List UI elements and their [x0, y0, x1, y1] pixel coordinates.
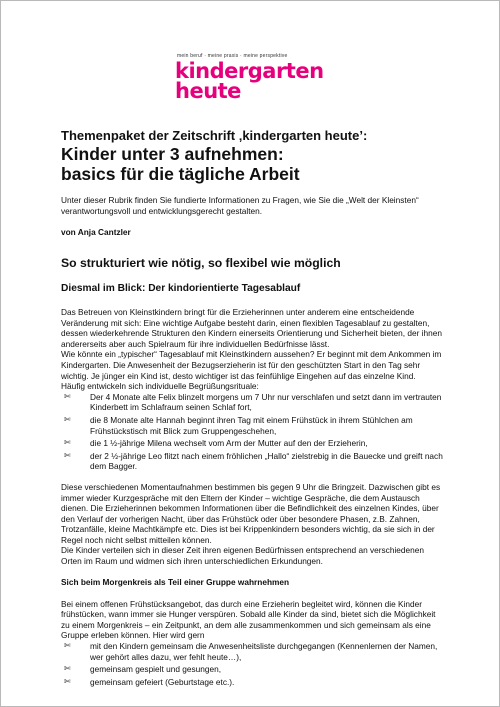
- title-line-2: basics für die tägliche Arbeit: [61, 164, 300, 184]
- scissors-icon: ✄: [64, 664, 71, 674]
- logo-line-2: heute: [175, 79, 241, 103]
- scissors-icon: ✄: [64, 450, 71, 460]
- morning-list: [61, 641, 445, 687]
- paragraph-2: Diese verschiedenen Momentaufnahmen bestimmen bis gegen 9 Uhr die Bringzeit. Dazwischen gibt es immer wieder Kurzgespräche mit den Eltern der Kinder – wichtige Gespräche, die dem Austausch dienen. Die Erzieherinnen bekommen Informationen über die Befindlichkeit des einzelnen Kindes, über den Verlauf der vorherigen Nacht, über das Frühstück oder über besondere Phasen, z.B. Zahnen, Trotzanfälle, kleine Machtkämpfe etc. Dies ist bei Krippenkindern besonders wichtig, da sie sich in der Regel noch nicht selbst mitteilen können.: [61, 481, 441, 545]
- author-byline: von Anja Cantzler: [61, 227, 131, 237]
- title-line-1: Kinder unter 3 aufnehmen:: [61, 144, 284, 164]
- kicker: Themenpaket der Zeitschrift ‚kindergarten heute’:: [61, 128, 368, 143]
- scissors-icon: ✄: [64, 641, 71, 651]
- intro-text: Unter dieser Rubrik finden Sie fundierte Informationen zu Fragen, wie Sie die „Welt der Kleinsten“ verantwortungsvoll und entwicklungsgerecht gestalten.: [61, 195, 419, 216]
- scissors-icon: ✄: [64, 676, 71, 686]
- paragraph-3: Bei einem offenen Frühstücksangebot, das durch eine Erzieherin begleitet wird, können die Kinder frühstücken, wann immer sie Hunger verspüren. Sobald alle Kinder da sind, bietet sich die Möglichkeit zu einem Morgenkreis – ein Zeitpunkt, an dem alle zusammenkommen und sich gemeinsam als eine Gruppe erleben können. Hier wird gern: [61, 598, 436, 641]
- list-item: ✄ mit den Kindern gemeinsam die Anwesenheitsliste durchgegangen (Kennenlernen der Namen, wer gehört alles dazu, wer fehlt heute…),: [64, 641, 438, 662]
- paragraph-1b: Wie könnte ein „typischer“ Tagesablauf mit Kleinstkindern aussehen? Er beginnt mit dem Ankommen im Kindergarten. Die Anwesenheit der Bezugserzieherin ist für den geschützten Start in den Tag sehr wichtig. Je jünger ein Kind ist, desto wichtiger ist das feinfühlige Eingehen auf das einzelne Kind.: [61, 349, 442, 381]
- list-item: ✄ gemeinsam gespielt und gesungen,: [64, 664, 221, 675]
- paragraph-1c: Häufig entwickeln sich individuelle Begrüßungsrituale:: [61, 381, 259, 392]
- list-item: ✄ die 1 ½-jährige Milena wechselt vom Arm der Mutter auf den der Erzieherin,: [64, 438, 368, 449]
- section-title: So strukturiert wie nötig, so flexibel wie möglich: [61, 256, 341, 270]
- paragraph-1: Das Betreuen von Kleinstkindern bringt für die Erzieherinnen unter anderem eine entscheidende Veränderung mit sich: Eine wichtige Aufgabe besteht darin, einen flexiblen Tagesablauf zu gestalten, dessen wiederkehrende Strukturen den Kindern einerseits Orientierung und Sicherheit bieten, der ihnen andererseits aber auch Spielraum für ihre individuellen Bedürfnisse lässt.: [61, 307, 442, 349]
- list-item: ✄ gemeinsam gefeiert (Geburtstage etc.).: [64, 676, 235, 687]
- logo-tagline: mein beruf · meine praxis · meine perspektive: [177, 53, 288, 59]
- kindergarten-heute-logo: [175, 53, 335, 101]
- ritual-list: [61, 392, 445, 472]
- scissors-icon: ✄: [64, 414, 71, 424]
- subsection-title: Diesmal im Blick: Der kindorientierte Tagesablauf: [61, 283, 301, 294]
- scissors-icon: ✄: [64, 438, 71, 448]
- article: [61, 128, 445, 689]
- list-item: ✄ die 8 Monate alte Hannah beginnt ihren Tag mit einem Frühstück in ihrem Stühlchen am Frühstückstisch mit Blick zum Gruppengeschehen,: [64, 414, 413, 436]
- paragraph-2b: Die Kinder verteilen sich in dieser Zeit ihren eigenen Bedürfnissen entsprechend an verschiedenen Orten im Raum und widmen sich ihren unterschiedlichen Erkundungen.: [61, 545, 424, 567]
- logo-line-1: kindergarten: [175, 59, 324, 83]
- list-item: ✄ Der 4 Monate alte Felix blinzelt morgens um 7 Uhr nur verschlafen und setzt dann im vertrauten Kinderbett im Schlafraum seinen Schlaf fort,: [64, 391, 442, 413]
- list-item: ✄ der 2 ½-jährige Leo flitzt nach einem fröhlichen „Hallo“ zielstrebig in die Bauecke und greift nach dem Bagger.: [64, 450, 443, 472]
- scissors-icon: ✄: [64, 391, 71, 401]
- subheading-morgenkreis: Sich beim Morgenkreis als Teil einer Gruppe wahrnehmen: [61, 576, 290, 587]
